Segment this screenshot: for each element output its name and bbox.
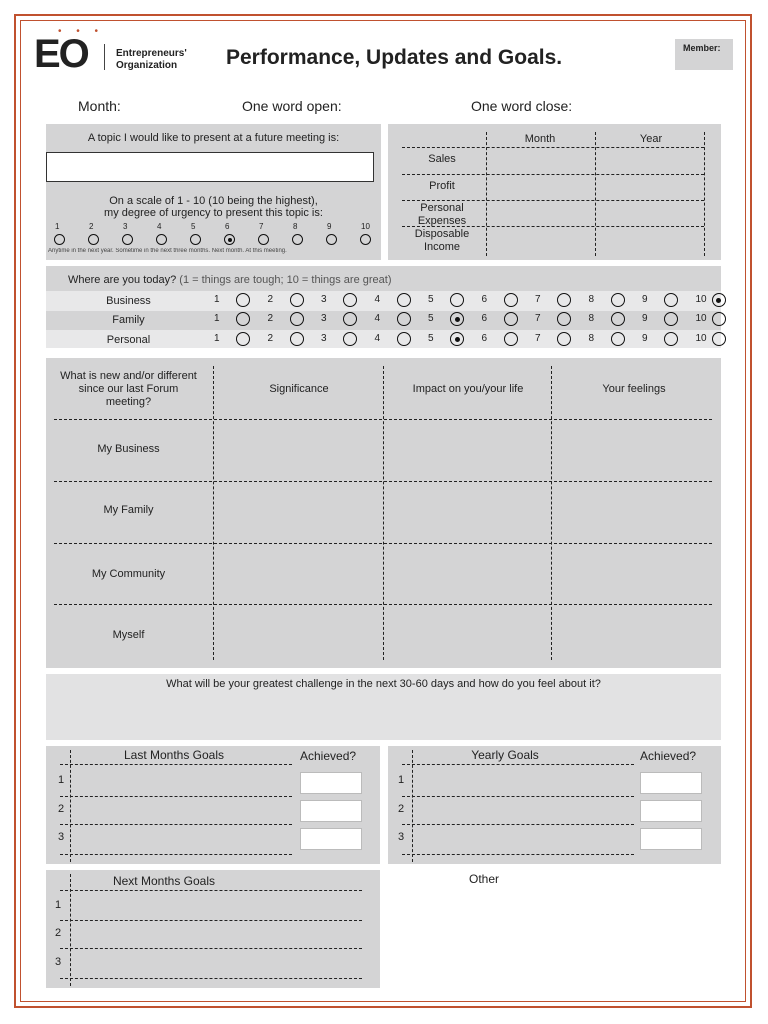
yearly-achieved-box-2[interactable] — [640, 800, 702, 822]
topic-prompt: A topic I would like to present at a future meeting is: — [87, 132, 340, 144]
member-box[interactable] — [675, 39, 733, 70]
where-row-label: Family — [112, 314, 145, 326]
where-number: 4 — [374, 313, 381, 324]
yearly-goals-title: Yearly Goals — [471, 748, 539, 762]
where-number: 8 — [588, 333, 595, 344]
where-radio[interactable] — [712, 312, 726, 326]
yearly-goal-2-num: 2 — [398, 803, 405, 815]
yearly-goals-panel — [388, 746, 721, 864]
where-number: 8 — [588, 313, 595, 324]
where-radio[interactable] — [450, 312, 464, 326]
next-months-goals-title: Next Months Goals — [112, 874, 216, 888]
where-number: 10 — [695, 313, 707, 324]
last-goal-3-num: 3 — [58, 831, 65, 843]
yearly-achieved-box-3[interactable] — [640, 828, 702, 850]
where-number: 6 — [481, 333, 488, 344]
where-radio[interactable] — [664, 293, 678, 307]
where-number: 1 — [214, 313, 220, 324]
urgency-radio[interactable] — [224, 234, 235, 245]
where-number: 7 — [535, 313, 541, 324]
last-goal-2-num: 2 — [58, 803, 65, 815]
where-radio[interactable] — [397, 332, 411, 346]
where-question-line — [68, 274, 392, 287]
urgency-number: 5 — [191, 222, 196, 231]
where-number: 7 — [535, 294, 541, 305]
col-feelings: Your feelings — [602, 383, 666, 395]
next-goal-1-num: 1 — [55, 899, 62, 911]
eo-logo — [30, 26, 205, 81]
finance-row-profit: Profit — [429, 180, 455, 192]
col-impact: Impact on you/your life — [412, 383, 524, 395]
where-radio[interactable] — [236, 293, 250, 307]
where-number: 4 — [374, 333, 381, 344]
next-goal-3-num: 3 — [55, 956, 62, 968]
where-radio[interactable] — [712, 293, 726, 307]
where-number: 6 — [481, 313, 488, 324]
where-number: 9 — [642, 313, 648, 324]
where-number: 2 — [267, 313, 274, 324]
finance-row-personal-expenses: Personal Expenses — [417, 202, 467, 227]
where-radio[interactable] — [557, 293, 571, 307]
challenge-prompt: What will be your greatest challenge in the next 30-60 days and how do you feel about it? — [166, 678, 601, 690]
where-row-label: Business — [106, 295, 151, 307]
finance-row-disposable-income: Disposable Income — [414, 228, 470, 253]
where-radio[interactable] — [450, 293, 464, 307]
finance-col-year: Year — [639, 133, 663, 145]
next-months-goals-panel — [46, 870, 380, 988]
one-word-close-label: One word close: — [471, 98, 573, 114]
urgency-number: 2 — [89, 222, 94, 231]
where-panel — [46, 266, 721, 348]
new-table-panel — [46, 358, 721, 668]
topic-panel — [46, 124, 381, 260]
page-title: Performance, Updates and Goals. — [226, 46, 563, 69]
where-number: 9 — [642, 333, 648, 344]
where-number: 5 — [428, 313, 434, 324]
where-number: 10 — [695, 333, 707, 344]
where-radio[interactable] — [712, 332, 726, 346]
where-number: 5 — [428, 294, 434, 305]
last-achieved-label: Achieved? — [300, 749, 357, 763]
where-radio[interactable] — [504, 293, 518, 307]
last-goal-1-num: 1 — [58, 774, 65, 786]
urgency-radio[interactable] — [292, 234, 303, 245]
where-row-label: Personal — [106, 334, 151, 346]
urgency-radio[interactable] — [190, 234, 201, 245]
urgency-radio[interactable] — [326, 234, 337, 245]
logo-text-line1: Entrepreneurs' — [116, 48, 187, 59]
yearly-achieved-label: Achieved? — [640, 749, 697, 763]
urgency-radio[interactable] — [88, 234, 99, 245]
logo-mark: EO — [34, 32, 88, 76]
where-radio[interactable] — [611, 293, 625, 307]
urgency-radio[interactable] — [258, 234, 269, 245]
row-myself: Myself — [112, 629, 145, 641]
last-months-goals-title: Last Months Goals — [123, 748, 225, 762]
finance-panel — [388, 124, 721, 260]
urgency-number: 4 — [157, 222, 162, 231]
topic-input[interactable] — [46, 152, 374, 182]
where-number: 4 — [374, 294, 381, 305]
last-achieved-box-2[interactable] — [300, 800, 362, 822]
last-achieved-box-1[interactable] — [300, 772, 362, 794]
urgency-scale-line2: my degree of urgency to present this topic is: — [104, 207, 323, 219]
last-achieved-box-3[interactable] — [300, 828, 362, 850]
yearly-goal-1-num: 1 — [398, 774, 405, 786]
urgency-radio[interactable] — [122, 234, 133, 245]
where-radio[interactable] — [664, 332, 678, 346]
month-label: Month: — [78, 98, 121, 114]
urgency-number: 7 — [259, 222, 264, 231]
where-radio[interactable] — [611, 332, 625, 346]
logo-dots: • • • — [58, 26, 105, 37]
where-radio[interactable] — [290, 293, 304, 307]
where-number: 10 — [695, 294, 707, 305]
where-radio[interactable] — [343, 332, 357, 346]
row-my-business: My Business — [97, 443, 160, 455]
where-number: 5 — [428, 333, 434, 344]
urgency-number: 9 — [327, 222, 332, 231]
urgency-number: 1 — [55, 222, 60, 231]
logo-divider — [104, 44, 105, 70]
where-number: 9 — [642, 294, 648, 305]
row-my-family: My Family — [103, 504, 154, 516]
urgency-number: 10 — [361, 222, 370, 231]
where-radio[interactable] — [664, 312, 678, 326]
yearly-achieved-box-1[interactable] — [640, 772, 702, 794]
urgency-number: 3 — [123, 222, 128, 231]
where-number: 8 — [588, 294, 595, 305]
urgency-radio[interactable] — [54, 234, 65, 245]
next-goal-2-num: 2 — [55, 927, 62, 939]
where-radio[interactable] — [611, 312, 625, 326]
where-number: 1 — [214, 294, 220, 305]
where-number: 1 — [214, 333, 220, 344]
where-radio[interactable] — [236, 312, 250, 326]
row-my-community: My Community — [91, 568, 166, 580]
last-months-goals-panel — [46, 746, 380, 864]
where-radio[interactable] — [504, 332, 518, 346]
where-radio[interactable] — [290, 332, 304, 346]
finance-col-month: Month — [524, 133, 556, 145]
where-radio[interactable] — [290, 312, 304, 326]
where-number: 6 — [481, 294, 488, 305]
urgency-caption: Anytime in the next year. Sometime in the next three months. Next month. At this meeting. — [48, 248, 287, 254]
where-radio[interactable] — [397, 312, 411, 326]
urgency-number: 8 — [293, 222, 298, 231]
finance-row-sales: Sales — [428, 153, 456, 165]
where-hint: (1 = things are tough; 10 = things are great) — [179, 274, 392, 286]
where-question: Where are you today? — [68, 274, 177, 286]
other-label: Other — [469, 872, 500, 886]
challenge-panel[interactable] — [46, 674, 721, 740]
urgency-scale-line1: On a scale of 1 - 10 (10 being the highest), — [109, 195, 318, 207]
yearly-goal-3-num: 3 — [398, 831, 405, 843]
col-significance: Significance — [269, 383, 329, 395]
logo-text-line2: Organization — [116, 60, 178, 71]
where-radio[interactable] — [343, 312, 357, 326]
where-number: 3 — [321, 313, 327, 324]
where-radio[interactable] — [450, 332, 464, 346]
new-table-corner: What is new and/or different since our last Forum meeting? — [60, 370, 197, 408]
urgency-radio[interactable] — [360, 234, 371, 245]
where-radio[interactable] — [397, 293, 411, 307]
where-number: 3 — [321, 333, 327, 344]
where-number: 2 — [267, 333, 274, 344]
member-label: Member: — [683, 43, 721, 53]
where-radio[interactable] — [343, 293, 357, 307]
urgency-number: 6 — [225, 222, 230, 231]
one-word-open-label: One word open: — [242, 98, 342, 114]
where-number: 7 — [535, 333, 541, 344]
urgency-radio[interactable] — [156, 234, 167, 245]
where-number: 2 — [267, 294, 274, 305]
where-radio[interactable] — [557, 312, 571, 326]
where-number: 3 — [321, 294, 327, 305]
where-radio[interactable] — [236, 332, 250, 346]
where-radio[interactable] — [504, 312, 518, 326]
where-radio[interactable] — [557, 332, 571, 346]
